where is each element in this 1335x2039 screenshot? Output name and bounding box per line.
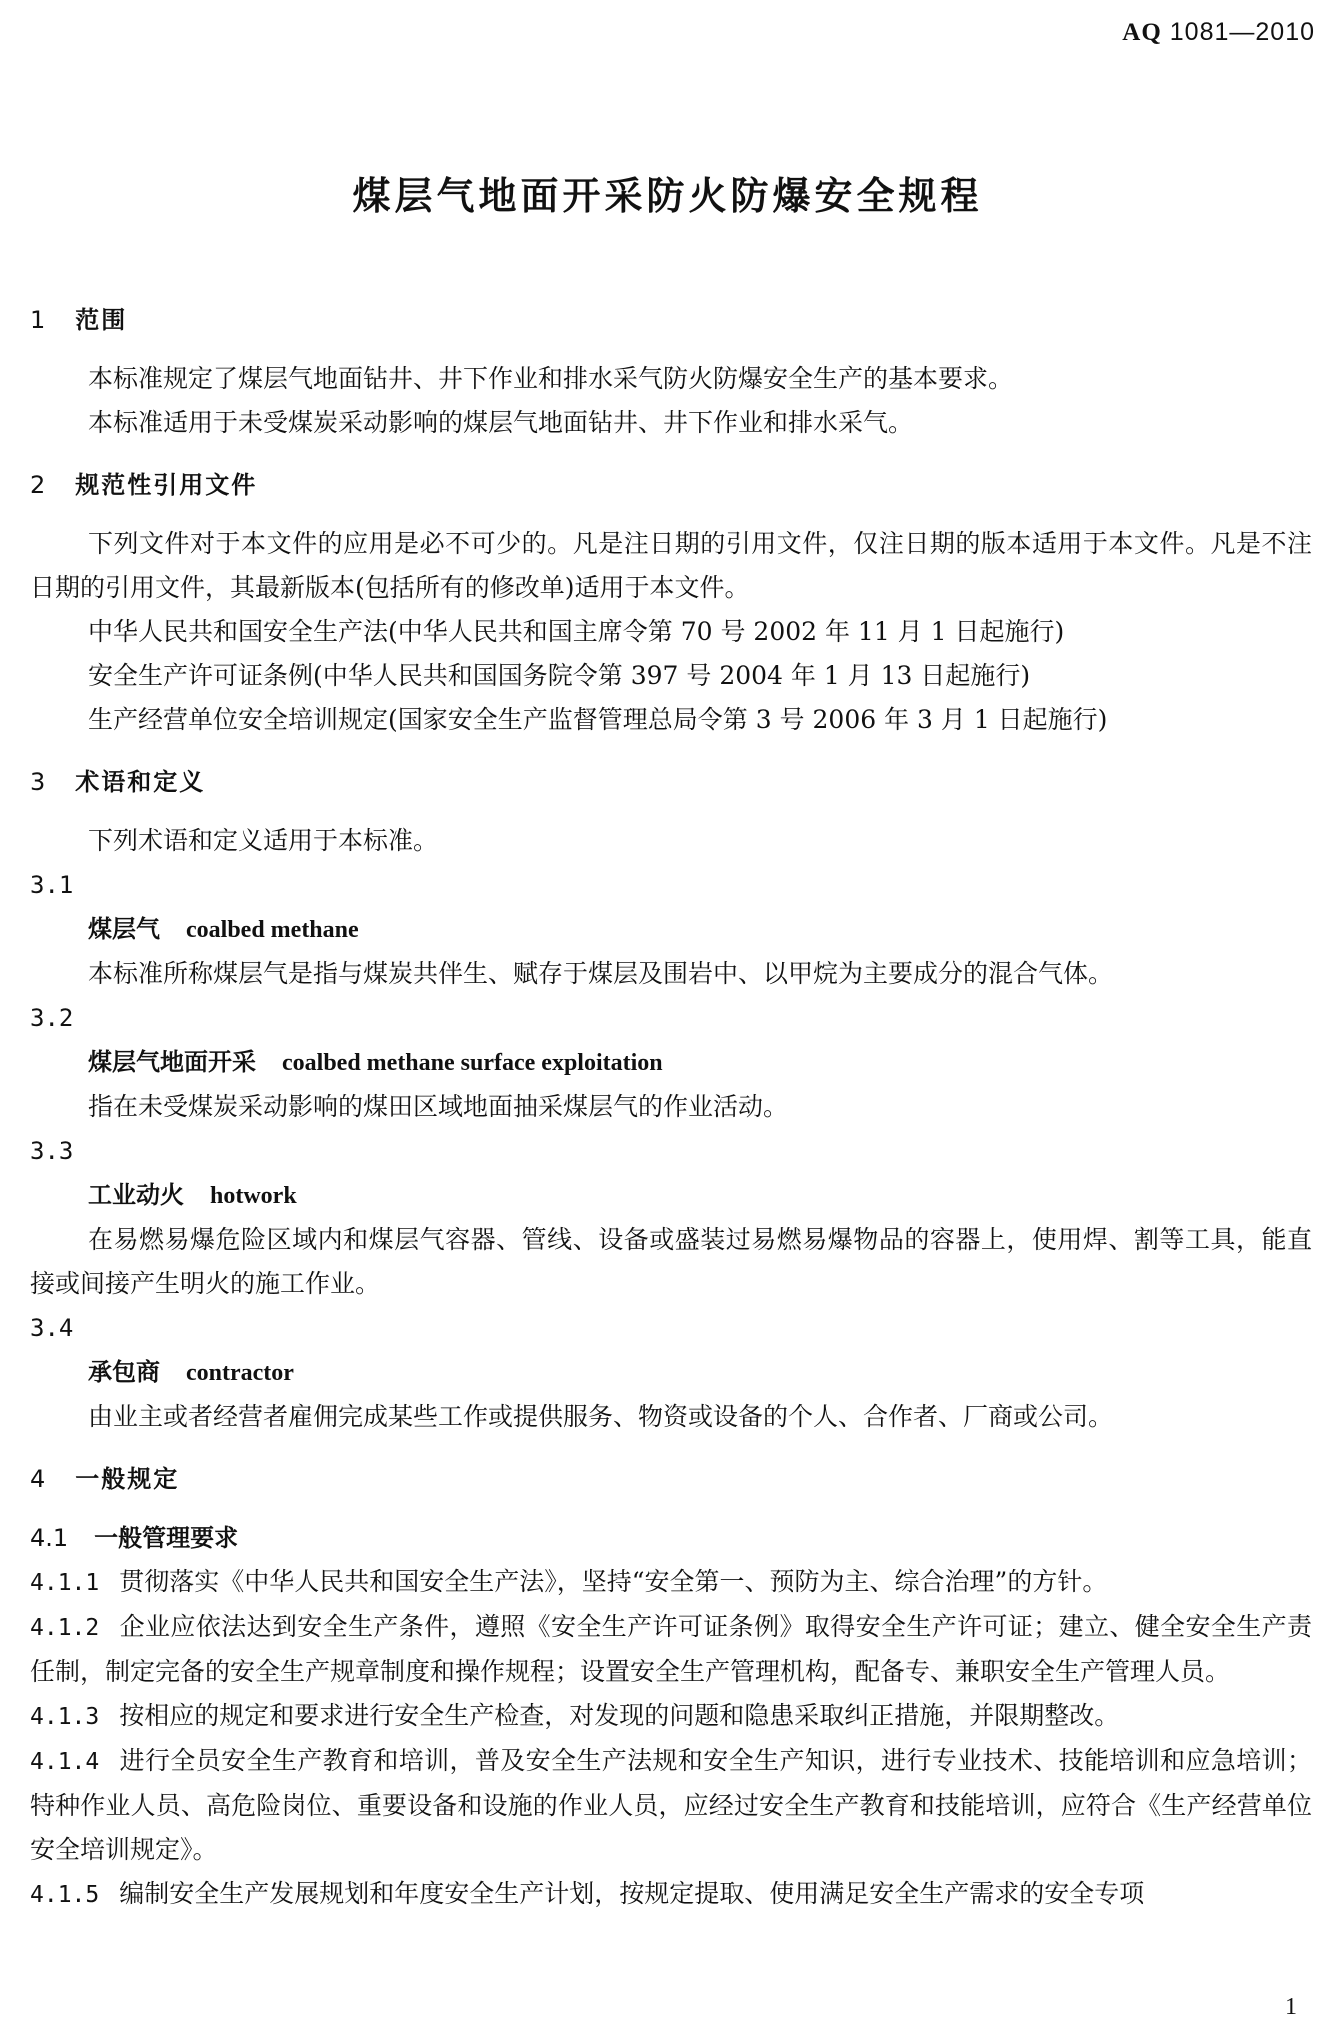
section-number: 4 [30, 1465, 48, 1493]
term-cn: 煤层气 [88, 915, 160, 943]
term-name [30, 1350, 1312, 1395]
term-name [30, 907, 1312, 952]
term-definition: 本标准所称煤层气是指与煤炭共伴生、赋存于煤层及围岩中、以甲烷为主要成分的混合气体。 [88, 959, 1114, 988]
document-title: 煤层气地面开采防火防爆安全规程 [352, 174, 983, 218]
paragraph: 本标准适用于未受煤炭采动影响的煤层气地面钻井、井下作业和排水采气。 [88, 408, 914, 437]
reference-item: 中华人民共和国安全生产法(中华人民共和国主席令第 70 号 2002 年 11 月 1 日起施行) [88, 617, 1065, 646]
reference-item: 生产经营单位安全培训规定(国家安全生产监督管理总局令第 3 号 2006 年 3 月 1 日起施行) [88, 705, 1108, 734]
subsection-title: 一般管理要求 [94, 1524, 239, 1552]
term-name [30, 1040, 1312, 1085]
page-number: 1 [1285, 1994, 1297, 2020]
clause-number: 4.1.2 [30, 1615, 100, 1641]
document-body [30, 300, 1312, 1917]
term-cn: 承包商 [88, 1358, 160, 1386]
reference-item: 安全生产许可证条例(中华人民共和国国务院令第 397 号 2004 年 1 月 13 日起施行) [88, 661, 1031, 690]
term-name [30, 1173, 1312, 1218]
term-number: 3.1 [30, 871, 74, 899]
term-number: 3.2 [30, 1004, 74, 1032]
clause-text: 贯彻落实《中华人民共和国安全生产法》，坚持“安全第一、预防为主、综合治理”的方针。 [119, 1567, 1108, 1596]
section-number: 3 [30, 768, 48, 796]
section-heading-4 [30, 1459, 1312, 1494]
term-en: hotwork [210, 1183, 297, 1209]
section-number: 1 [30, 306, 48, 334]
paragraph: 本标准规定了煤层气地面钻井、井下作业和排水采气防火防爆安全生产的基本要求。 [88, 364, 1014, 393]
clause-text: 企业应依法达到安全生产条件，遵照《安全生产许可证条例》取得安全生产许可证；建立、健全安全生产责任制，制定完备的安全生产规章制度和操作规程；设置安全生产管理机构，配备专、兼职安全生产管理人员。 [30, 1612, 1312, 1686]
term-definition: 在易燃易爆危险区域内和煤层气容器、管线、设备或盛装过易燃易爆物品的容器上，使用焊、割等工具，能直接或间接产生明火的施工作业。 [30, 1225, 1312, 1298]
paragraph: 下列术语和定义适用于本标准。 [88, 826, 439, 855]
subsection-number: 4.1 [30, 1524, 69, 1552]
paragraph: 下列文件对于本文件的应用是必不可少的。凡是注日期的引用文件，仅注日期的版本适用于本文件。凡是不注日期的引用文件，其最新版本(包括所有的修改单)适用于本文件。 [30, 529, 1312, 602]
clause-text: 编制安全生产发展规划和年度安全生产计划，按规定提取、使用满足安全生产需求的安全专项 [119, 1879, 1145, 1908]
clause-text: 进行全员安全生产教育和培训，普及安全生产法规和安全生产知识，进行专业技术、技能培训和应急培训；特种作业人员、高危险岗位、重要设备和设施的作业人员，应经过安全生产教育和技能培训，应符合《生产经营单位安全培训规定》。 [30, 1746, 1312, 1864]
section-title: 一般规定 [75, 1465, 180, 1493]
section-title: 规范性引用文件 [75, 471, 258, 499]
term-definition: 指在未受煤炭采动影响的煤田区域地面抽采煤层气的作业活动。 [88, 1092, 789, 1121]
standard-code-number: 1081—2010 [1169, 18, 1315, 46]
section-title: 术语和定义 [75, 768, 206, 796]
standard-code [1122, 18, 1315, 47]
section-number: 2 [30, 471, 48, 499]
section-heading-2 [30, 465, 1312, 500]
term-cn: 煤层气地面开采 [88, 1048, 256, 1076]
clause-number: 4.1.5 [30, 1882, 100, 1908]
term-number: 3.4 [30, 1314, 74, 1342]
term-definition: 由业主或者经营者雇佣完成某些工作或提供服务、物资或设备的个人、合作者、厂商或公司。 [88, 1402, 1114, 1431]
clause-item [30, 1605, 1312, 1694]
clause-number: 4.1.4 [30, 1749, 100, 1775]
clause-item [30, 1694, 1312, 1739]
clause-number: 4.1.3 [30, 1704, 100, 1730]
section-title: 范围 [75, 306, 128, 334]
term-en: contractor [186, 1360, 294, 1386]
term-en: coalbed methane [186, 917, 359, 943]
clause-item [30, 1739, 1312, 1872]
section-heading-3 [30, 762, 1312, 797]
section-heading-1 [30, 300, 1312, 335]
clause-number: 4.1.1 [30, 1570, 100, 1596]
standard-code-prefix: AQ [1122, 19, 1162, 46]
clause-item [30, 1560, 1312, 1605]
clause-text: 按相应的规定和要求进行安全生产检查，对发现的问题和隐患采取纠正措施，并限期整改。 [119, 1701, 1120, 1730]
clause-item [30, 1872, 1312, 1917]
subsection-heading [30, 1516, 1312, 1560]
term-cn: 工业动火 [88, 1181, 184, 1209]
term-en: coalbed methane surface exploitation [282, 1050, 663, 1076]
term-number: 3.3 [30, 1137, 74, 1165]
